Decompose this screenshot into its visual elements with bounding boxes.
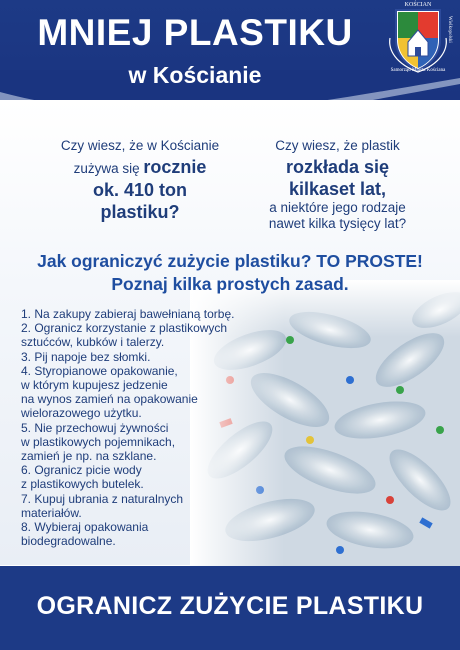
rule-item: 2. Ogranicz korzystanie z plastikowych sztućców, kubków i talerzy.: [21, 321, 228, 350]
fact-consumption-line2-prefix: zużywa się: [73, 161, 144, 176]
logo-tagline: Wielkopolski: [447, 16, 452, 43]
headline-line2: Poznaj kilka prostych zasad.: [111, 274, 349, 294]
fact-decomposition-line4: a niektóre jego rodzaje: [269, 200, 406, 215]
rule-item: 6. Ogranicz picie wody z plastikowych butelek.: [21, 463, 144, 492]
fact-consumption-line2: [50, 156, 230, 179]
rule-item: 4. Styropianowe opakowanie, w którym kupujesz jedzenie na wynos zamień na opakowanie wielorazowego użytku.: [21, 363, 198, 421]
rule-item: 1. Na zakupy zabieraj bawełnianą torbę.: [21, 307, 235, 321]
headline: [0, 250, 460, 296]
fact-decomposition-line5: nawet kilka tysięcy lat?: [268, 216, 407, 231]
logo-name: KOŚCIAN: [404, 2, 432, 8]
rules-list: [21, 307, 251, 548]
poster-title: MNIEJ PLASTIKU: [37, 12, 353, 53]
fact-decomposition: [245, 136, 430, 232]
fact-consumption-line1: Czy wiesz, że w Kościanie: [60, 138, 220, 153]
fact-consumption: [50, 136, 230, 223]
headline-line1: Jak ograniczyć zużycie plastiku? TO PROSTE!: [37, 251, 423, 271]
fact-consumption-subject: plastiku?: [100, 202, 180, 222]
rule-item: 8. Wybieraj opakowania biodegradowalne.: [21, 520, 149, 549]
poster-subtitle: w Kościanie: [128, 62, 262, 88]
city-logo: [382, 2, 454, 84]
logo-caption: Samorząd Miasta Kościana: [390, 68, 446, 73]
rule-item: 7. Kupuj ubrania z naturalnych materiałów.: [21, 491, 184, 520]
rule-item: 5. Nie przechowuj żywności w plastikowych pojemnikach, zamień je np. na szklane.: [21, 420, 176, 464]
fact-consumption-line2-bold: rocznie: [143, 157, 207, 177]
footer-slogan: OGRANICZ ZUŻYCIE PLASTIKU: [36, 592, 424, 620]
fact-decomposition-line1: Czy wiesz, że plastik: [275, 138, 400, 153]
fact-consumption-amount: ok. 410 ton: [92, 180, 188, 200]
fact-decomposition-line3: kilkaset lat,: [288, 179, 387, 199]
fact-decomposition-line2: rozkłada się: [285, 157, 390, 177]
rule-item: 3. Pij napoje bez słomki.: [21, 349, 151, 364]
